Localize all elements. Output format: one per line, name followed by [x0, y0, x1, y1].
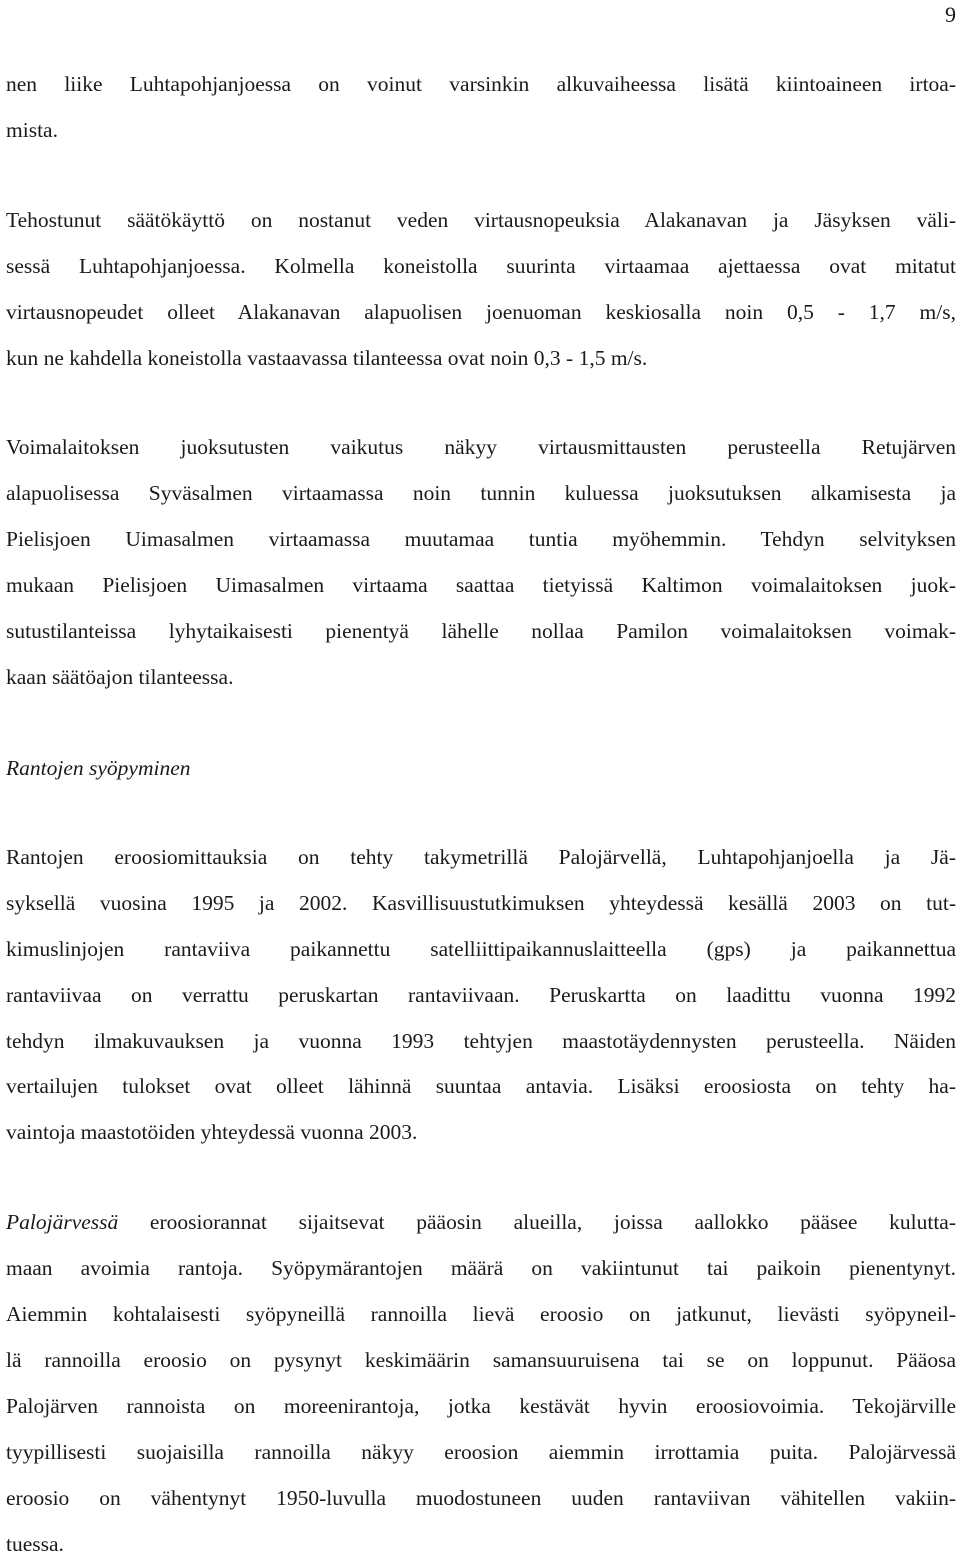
text-line: kimuslinjojen rantaviiva paikannettu satelliittipaikannuslaitteella (gps) ja paikannettua — [6, 936, 956, 961]
text-fragment: eroosiorannat sijaitsevat pääosin alueilla, joissa aallokko pääsee kulutta- — [118, 1210, 956, 1235]
text-line: vaintoja maastotöiden yhteydessä vuonna 2003. — [6, 1120, 418, 1145]
text-line: Rantojen eroosiomittauksia on tehty takymetrillä Palojärvellä, Luhtapohjanjoella ja Jä- — [6, 844, 956, 869]
text-line: Aiemmin kohtalaisesti syöpyneillä rannoilla lievä eroosio on jatkunut, lievästi syöpyneil- — [6, 1302, 956, 1327]
paragraph-1 — [6, 62, 956, 154]
text-line: sessä Luhtapohjanjoessa. Kolmella koneistolla suurinta virtaamaa ajettaessa ovat mitatut — [6, 253, 956, 278]
text-line: vertailujen tulokset ovat olleet lähinnä suuntaa antavia. Lisäksi eroosiosta on tehty ha- — [6, 1074, 956, 1099]
text-line: syksellä vuosina 1995 ja 2002. Kasvillisuustutkimuksen yhteydessä kesällä 2003 on tut- — [6, 890, 956, 915]
text-line: Voimalaitoksen juoksutusten vaikutus näkyy virtausmittausten perusteella Retujärven — [6, 435, 956, 460]
text-line: sutustilanteissa lyhytaikaisesti pienentyä lähelle nollaa Pamilon voimalaitoksen voimak- — [6, 619, 956, 644]
paragraph-3 — [6, 425, 956, 700]
text-line: Tehostunut säätökäyttö on nostanut veden virtausnopeuksia Alakanavan ja Jäsyksen väli- — [6, 207, 956, 232]
text-line: mista. — [6, 117, 58, 142]
text-line: virtausnopeudet olleet Alakanavan alapuolisen joenuoman keskiosalla noin 0,5 - 1,7 m/s, — [6, 299, 956, 324]
text-line: maan avoimia rantoja. Syöpymärantojen määrä on vakiintunut tai paikoin pienentynyt. — [6, 1256, 956, 1281]
text-line: tehdyn ilmakuvauksen ja vuonna 1993 tehtyjen maastotäydennysten perusteella. Näiden — [6, 1028, 956, 1053]
text-line: Palojärven rannoista on moreenirantoja, jotka kestävät hyvin eroosiovoimia. Tekojärville — [6, 1393, 956, 1418]
lake-name-italic: Palojärvessä — [6, 1210, 119, 1235]
document-body — [6, 62, 956, 1567]
paragraph-2 — [6, 198, 956, 382]
paragraph-4 — [6, 835, 956, 1156]
text-line: tuessa. — [6, 1531, 64, 1556]
section-heading: Rantojen syöpyminen — [6, 755, 191, 780]
text-line: kun ne kahdella koneistolla vastaavassa tilanteessa ovat noin 0,3 - 1,5 m/s. — [6, 345, 648, 370]
text-line: eroosio on vähentynyt 1950-luvulla muodostuneen uuden rantaviivan vähitellen vakiin- — [6, 1485, 956, 1510]
text-line: Pielisjoen Uimasalmen virtaamassa muutamaa tuntia myöhemmin. Tehdyn selvityksen — [6, 527, 956, 552]
page-number: 9 — [945, 2, 956, 27]
text-line: rantaviivaa on verrattu peruskartan rantaviivaan. Peruskartta on laadittu vuonna 1992 — [6, 982, 956, 1007]
text-line: kaan säätöajon tilanteessa. — [6, 664, 234, 689]
text-line: mukaan Pielisjoen Uimasalmen virtaama saattaa tietyissä Kaltimon voimalaitoksen juok- — [6, 573, 956, 598]
text-line — [6, 1200, 956, 1246]
text-line: lä rannoilla eroosio on pysynyt keskimäärin samansuuruisena tai se on loppunut. Pääosa — [6, 1347, 956, 1372]
text-line: alapuolisessa Syväsalmen virtaamassa noin tunnin kuluessa juoksutuksen alkamisesta ja — [6, 481, 956, 506]
text-line: nen liike Luhtapohjanjoessa on voinut varsinkin alkuvaiheessa lisätä kiintoaineen irtoa- — [6, 72, 956, 96]
paragraph-5 — [6, 1200, 956, 1567]
text-line: tyypillisesti suojaisilla rannoilla näkyy eroosion aiemmin irrottamia puita. Palojärvessä — [6, 1439, 956, 1464]
